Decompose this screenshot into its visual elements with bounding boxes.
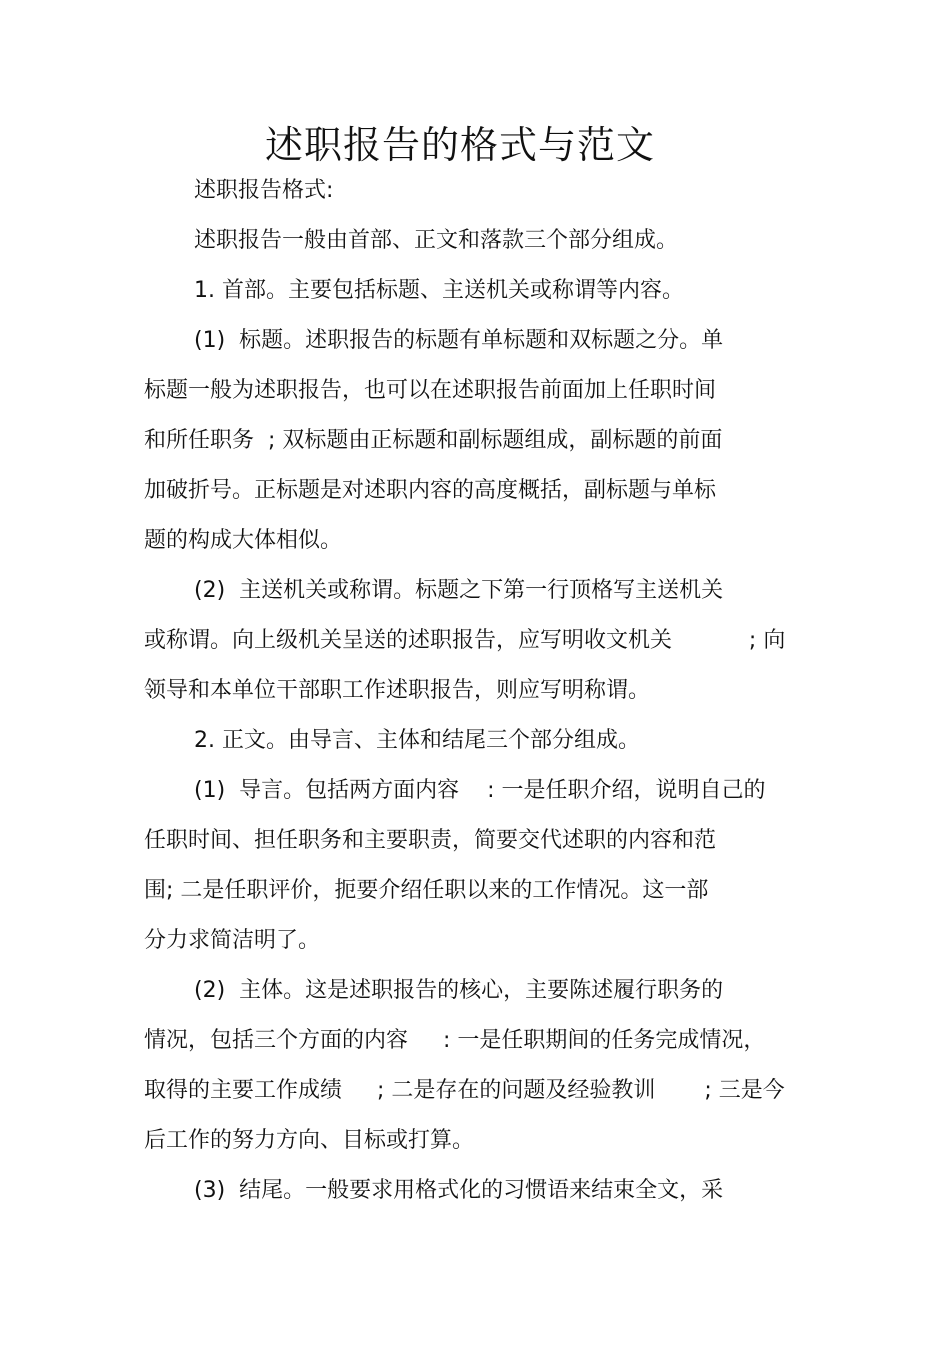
text-line: (1) 标题。述职报告的标题有单标题和双标题之分。单	[194, 328, 724, 353]
text-line: 取得的主要工作成绩 ; 二是存在的问题及经验教训 ; 三是今	[144, 1078, 785, 1103]
text-line: 后工作的努力方向、目标或打算。	[144, 1128, 475, 1153]
text-line: 分力求简洁明了。	[144, 928, 321, 953]
text-line: (2) 主体。这是述职报告的核心，主要陈述履行职务的	[194, 978, 724, 1003]
text-line: 和所任职务 ; 双标题由正标题和副标题组成，副标题的前面	[144, 428, 723, 453]
text-line: 标题一般为述职报告，也可以在述职报告前面加上任职时间	[144, 378, 717, 403]
text-line: 或称谓。向上级机关呈送的述职报告，应写明收文机关 ; 向	[144, 628, 786, 653]
text-line: (1) 导言。包括两方面内容 : 一是任职介绍，说明自己的	[194, 778, 766, 803]
text-line: (3) 结尾。一般要求用格式化的习惯语来结束全文，采	[194, 1178, 724, 1203]
text-line: 领导和本单位干部职工作述职报告，则应写明称谓。	[144, 678, 651, 703]
text-line: 2. 正文。由导言、主体和结尾三个部分组成。	[194, 728, 640, 753]
text-line: 题的构成大体相似。	[144, 528, 343, 553]
text-line: 1. 首部。主要包括标题、主送机关或称谓等内容。	[194, 278, 684, 303]
text-line: 情况，包括三个方面的内容 : 一是任职期间的任务完成情况，	[144, 1028, 766, 1053]
text-line: 围; 二是任职评价，扼要介绍任职以来的工作情况。这一部	[144, 878, 709, 903]
text-line: 加破折号。正标题是对述职内容的高度概括，副标题与单标	[144, 478, 717, 503]
text-line: 任职时间、担任职务和主要职责，简要交代述职的内容和范	[144, 828, 717, 853]
text-line: 述职报告一般由首部、正文和落款三个部分组成。	[194, 228, 679, 253]
text-line: 述职报告格式:	[194, 178, 334, 203]
page-title: 述职报告的格式与范文	[264, 123, 655, 167]
text-line: (2) 主送机关或称谓。标题之下第一行顶格写主送机关	[194, 578, 724, 603]
